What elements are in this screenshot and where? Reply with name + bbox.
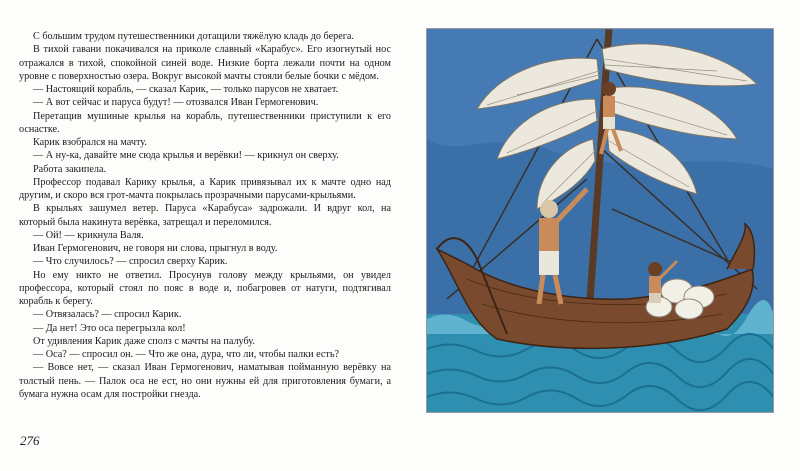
paragraph: Работа закипела. xyxy=(33,163,107,175)
paragraph: — А вот сейчас и паруса будут! — отозвался Иван Гермогенович. xyxy=(33,97,319,109)
paragraph: — Настоящий корабль, — сказал Карик, — только парусов не хватает. xyxy=(33,84,339,95)
paragraph: С большим трудом путешественники дотащили тяжёлую кладь до берега. xyxy=(33,31,354,42)
paragraph: — Отвязалась? — спросил Карик. xyxy=(33,309,182,321)
story-text xyxy=(19,30,391,401)
paragraph: Карик взобрался на мачту. xyxy=(33,137,147,148)
paragraph: Иван Гермогенович, не говоря ни слова, прыгнул в воду. xyxy=(33,243,278,254)
illustration-svg xyxy=(427,29,774,413)
paragraph: Перетащив мушиные крылья на корабль, путешественники приступили к его оснастке. xyxy=(19,110,391,135)
ship-illustration xyxy=(426,28,774,413)
paragraph: В тихой гавани покачивался на приколе славный «Карабус». Его изогнутый нос отражался в тихой, спокойной синей воде. Низкие борта лежали почти на одном уровне с поверхностью озера. Вокруг высокой мачты стояли белые бочки с мёдом. xyxy=(19,44,391,82)
paragraph: — А ну-ка, давайте мне сюда крылья и верёвки! — крикнул он сверху. xyxy=(33,150,339,162)
paragraph: В крыльях зашумел ветер. Паруса «Карабуса» задрожали. И вдруг кол, на который была накинута верёвка, затрещал и переломился. xyxy=(19,203,391,228)
paragraph: От удивления Карик даже сполз с мачты на палубу. xyxy=(33,335,255,347)
paragraph: Но ему никто не ответил. Просунув голову между крыльями, он увидел профессора, который стоял по пояс в воде и, побагровев от натуги, подтягивал корабль к берегу. xyxy=(19,269,391,307)
paragraph: — Да нет! Это оса перегрызла кол! xyxy=(33,322,186,334)
paragraph: — Ой! — крикнула Валя. xyxy=(33,229,144,241)
paragraph: — Что случилось? — спросил сверху Карик. xyxy=(33,256,228,268)
paragraph: — Вовсе нет, — сказал Иван Гермогенович, наматывая пойманную верёвку на толстый пень. — Палок оса не ест, но они нужны ей для приготовления бумаги, а бумага нужна осам для постройки гнезда. xyxy=(19,362,391,400)
page-number: 276 xyxy=(20,433,40,448)
paragraph: — Оса? — спросил он. — Что же она, дура, что ли, чтобы палки есть? xyxy=(33,349,339,360)
paragraph: Профессор подавал Карику крылья, а Карик привязывал их к мачте одно над другим, и скоро вся грот-мачта покрылась прозрачными парусами-крыльями. xyxy=(19,176,391,201)
